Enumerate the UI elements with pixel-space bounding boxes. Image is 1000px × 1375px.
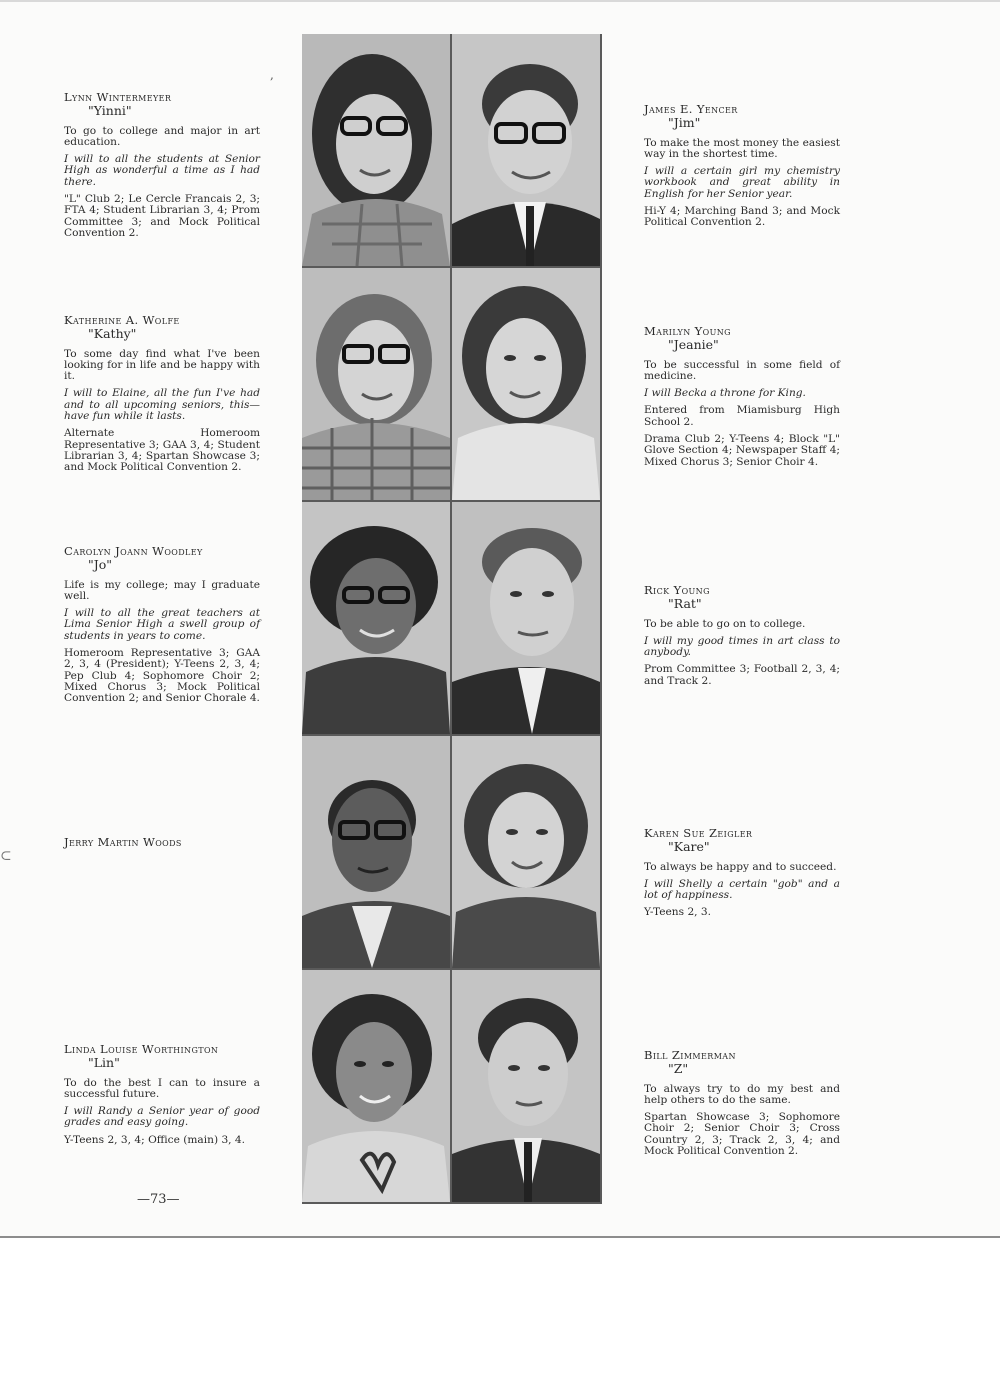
student-name: Linda Louise Worthington <box>64 1042 219 1056</box>
student-entry-woodley <box>64 546 260 711</box>
student-name: Karen Sue Zeigler <box>644 826 753 840</box>
student-will: I will Becka a throne for King. <box>644 387 806 400</box>
stray-mark: , <box>270 68 274 82</box>
top-edge <box>0 0 1000 2</box>
portrait-wintermeyer <box>302 34 450 266</box>
student-nickname: "Yinni" <box>88 103 132 119</box>
student-name: Marilyn Young <box>644 324 731 338</box>
student-entry-wintermeyer <box>64 92 260 245</box>
student-goal: To some day find what I've been looking for in life and be happy with it. <box>64 347 260 383</box>
student-entry-wolfe <box>64 315 260 480</box>
student-name: Rick Young <box>644 583 710 597</box>
portrait-woods <box>302 736 450 968</box>
student-will: I will Shelly a certain "gob" and a lot of happiness. <box>644 877 840 902</box>
student-name: James E. Yencer <box>644 102 738 116</box>
student-entry-young-rick <box>644 585 840 693</box>
student-activities: "L" Club 2; Le Cercle Francais 2, 3; FTA 4; Student Librarian 3, 4; Prom Committee 3; and Mock Political Convention 2. <box>64 193 260 239</box>
student-entry-worthington <box>64 1044 260 1152</box>
portrait-young-marilyn <box>452 268 600 500</box>
portrait-strip <box>302 34 602 1204</box>
student-entry-zimmerman <box>644 1050 840 1163</box>
portrait-zimmerman <box>452 970 600 1202</box>
student-goal: To do the best I can to insure a successful future. <box>64 1076 260 1100</box>
student-goal: To go to college and major in art education. <box>64 124 260 148</box>
student-activities: Alternate Homeroom Representative 3; GAA 3, 4; Student Librarian 3, 4; Spartan Showcase 3; and Mock Political Convention 2. <box>64 427 260 474</box>
student-goal: Life is my college; may I graduate well. <box>64 578 260 602</box>
bottom-edge <box>0 1236 1000 1238</box>
student-entered: Entered from Miamisburg High School 2. <box>644 404 840 428</box>
student-nickname: "Kare" <box>668 839 710 855</box>
student-entry-young-marilyn <box>644 326 840 474</box>
student-nickname: "Z" <box>668 1061 689 1077</box>
student-goal: To always try to do my best and help others to do the same. <box>644 1082 840 1106</box>
student-name: Bill Zimmerman <box>644 1048 736 1062</box>
student-will: I will a certain girl my chemistry workbook and great ability in English for her Senior year. <box>644 165 840 200</box>
student-activities: Y-Teens 2, 3, 4; Office (main) 3, 4. <box>64 1133 246 1146</box>
student-nickname: "Jim" <box>668 115 701 131</box>
student-goal: To make the most money the easiest way in the shortest time. <box>644 136 840 160</box>
student-will: I will to all the great teachers at Lima Senior High a swell group of students in years to come. <box>64 607 260 642</box>
student-entry-yencer <box>644 104 840 235</box>
student-activities: Homeroom Representative 3; GAA 2, 3, 4 (President); Y-Teens 2, 3, 4; Pep Club 4; Sophomore Choir 2; Mixed Chorus 3; Mock Political Convention 2; and Senior Chorale 4. <box>64 647 260 705</box>
binding-mark: ⊂ <box>0 848 12 864</box>
student-entry-zeigler <box>644 828 840 925</box>
portrait-woodley <box>302 502 450 734</box>
student-goal: To be able to go on to college. <box>644 617 806 630</box>
student-activities: Prom Committee 3; Football 2, 3, 4; and Track 2. <box>644 663 840 687</box>
student-will: I will to Elaine, all the fun I've had and to all upcoming seniors, this—have fun while it lasts. <box>64 387 260 423</box>
student-goal: To be successful in some field of medicine. <box>644 358 840 382</box>
student-will: I will to all the students at Senior High as wonderful a time as I had there. <box>64 153 260 188</box>
portrait-wolfe <box>302 268 450 500</box>
student-nickname: "Kathy" <box>88 326 137 342</box>
student-nickname: "Jeanie" <box>668 337 719 353</box>
student-nickname: "Jo" <box>88 557 113 573</box>
student-name: Jerry Martin Woods <box>64 835 182 849</box>
portrait-young-rick <box>452 502 600 734</box>
student-goal: To always be happy and to succeed. <box>644 860 837 873</box>
portrait-worthington <box>302 970 450 1202</box>
student-entry-woods <box>64 837 260 850</box>
portrait-yencer <box>452 34 600 266</box>
page-number: —73— <box>137 1192 180 1207</box>
student-nickname: "Lin" <box>88 1055 120 1071</box>
portrait-zeigler <box>452 736 600 968</box>
student-name: Lynn Wintermeyer <box>64 90 172 104</box>
student-name: Katherine A. Wolfe <box>64 313 180 327</box>
student-name: Carolyn Joann Woodley <box>64 544 203 558</box>
student-activities: Hi-Y 4; Marching Band 3; and Mock Political Convention 2. <box>644 205 840 229</box>
student-activities: Spartan Showcase 3; Sophomore Choir 2; Senior Choir 3; Cross Country 2, 3; Track 2, 3, 4; and Mock Political Convention 2. <box>644 1111 840 1158</box>
student-activities: Drama Club 2; Y-Teens 4; Block "L" Glove Section 4; Newspaper Staff 4; Mixed Chorus 3; Senior Choir 4. <box>644 433 840 468</box>
student-nickname: "Rat" <box>668 596 702 612</box>
student-activities: Y-Teens 2, 3. <box>644 906 712 919</box>
student-will: I will Randy a Senior year of good grades and easy going. <box>64 1105 260 1129</box>
student-will: I will my good times in art class to anybody. <box>644 634 840 659</box>
